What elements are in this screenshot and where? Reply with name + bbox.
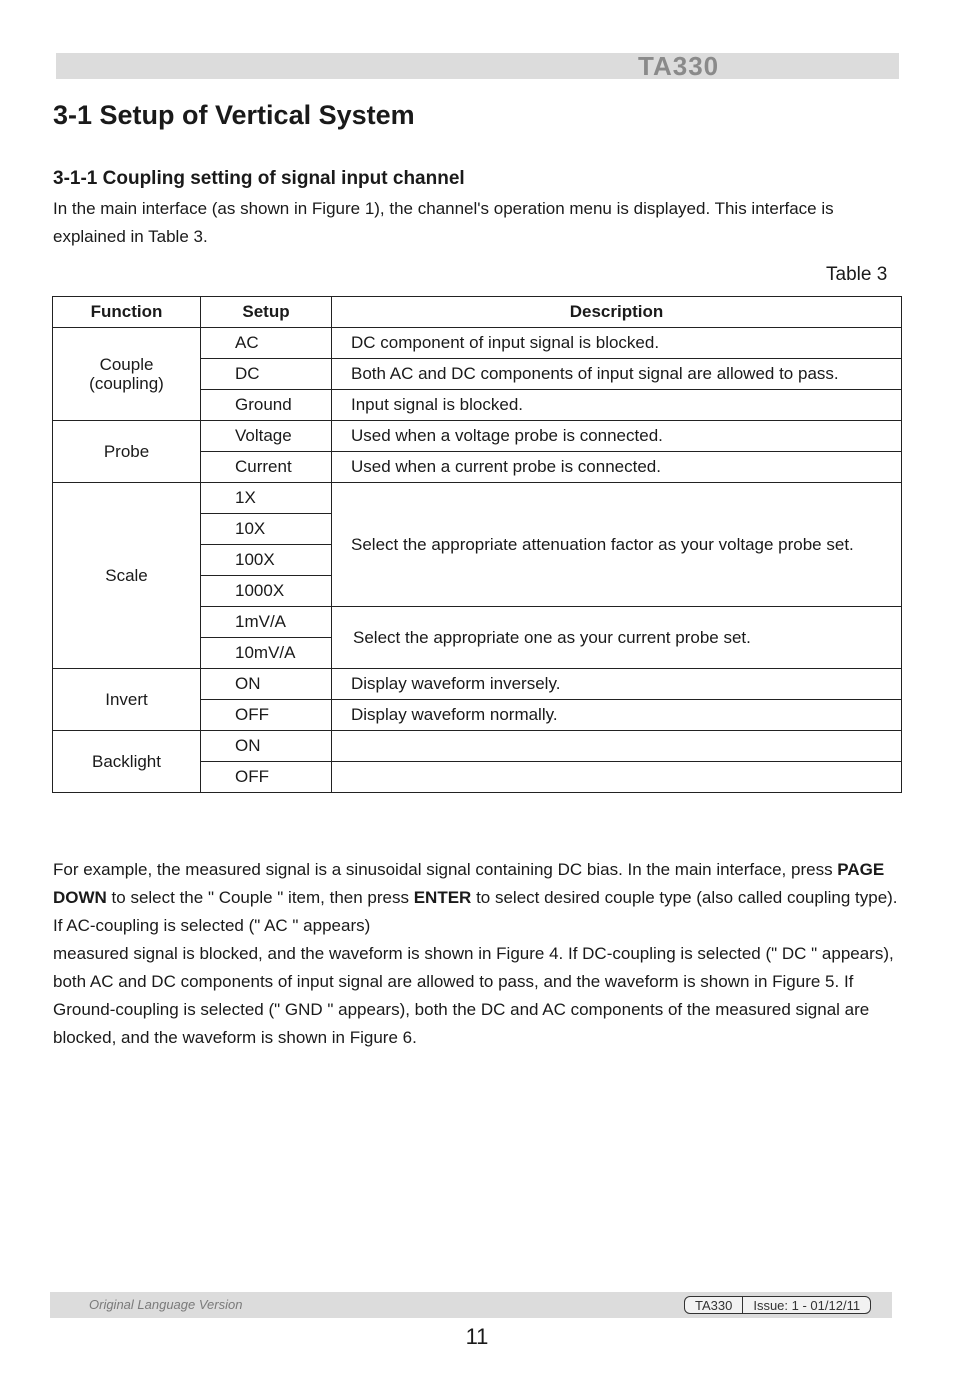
description-cell: Display waveform inversely. bbox=[332, 669, 902, 700]
body-text-part: to select desired couple type (also called coupling type). If AC-coupling is selected (" AC " appears) bbox=[53, 888, 898, 935]
setup-cell: 1X bbox=[201, 483, 332, 514]
subsection-title: 3-1-1 Coupling setting of signal input channel bbox=[53, 168, 465, 189]
footer-model: TA330 bbox=[695, 1297, 733, 1313]
setup-cell: 1mV/A bbox=[201, 607, 332, 638]
setup-cell: OFF bbox=[201, 762, 332, 793]
brand-logo: TA330 bbox=[638, 51, 720, 81]
table-caption: Table 3 bbox=[826, 264, 888, 285]
table-row bbox=[53, 731, 902, 762]
table-row bbox=[53, 483, 902, 514]
footer-language-note: Original Language Version bbox=[89, 1297, 243, 1312]
description-cell bbox=[332, 762, 902, 793]
description-cell: Display waveform normally. bbox=[332, 700, 902, 731]
description-cell: DC component of input signal is blocked. bbox=[332, 328, 902, 359]
setup-cell: 10X bbox=[201, 514, 332, 545]
setup-cell: Voltage bbox=[201, 421, 332, 452]
setup-cell: 1000X bbox=[201, 576, 332, 607]
function-scale: Scale bbox=[53, 483, 201, 669]
footer-badge bbox=[684, 1296, 871, 1314]
section-title: 3-1 Setup of Vertical System bbox=[53, 100, 415, 130]
setup-cell: Ground bbox=[201, 390, 332, 421]
description-cell bbox=[332, 731, 902, 762]
key-page-down: PAGE DOWN bbox=[53, 860, 885, 907]
key-enter: ENTER bbox=[413, 888, 472, 907]
description-cell: Input signal is blocked. bbox=[332, 390, 902, 421]
setup-cell: AC bbox=[201, 328, 332, 359]
header-description: Description bbox=[332, 297, 902, 328]
function-probe: Probe bbox=[53, 421, 201, 483]
setup-cell: OFF bbox=[201, 700, 332, 731]
table-header-row bbox=[53, 297, 902, 328]
description-cell: Used when a current probe is connected. bbox=[332, 452, 902, 483]
body-text-part: to select the " Couple " item, then press bbox=[106, 888, 414, 907]
page-number: 11 bbox=[465, 1324, 489, 1349]
function-invert: Invert bbox=[53, 669, 201, 731]
settings-table bbox=[52, 296, 902, 793]
table-row bbox=[53, 669, 902, 700]
body-text-part: measured signal is blocked, and the waveform is shown in Figure 4. If DC-coupling is selected (" DC " appears), both AC and DC components of input signal are allowed to pass, and the waveform is shown in Figure 5. If Ground-coupling is selected (" GND " appears), both the DC and AC components of the measured signal are blocked, and the waveform is shown in Figure 6. bbox=[53, 944, 894, 1047]
setup-cell: 10mV/A bbox=[201, 638, 332, 669]
header-setup: Setup bbox=[201, 297, 332, 328]
setup-cell: Current bbox=[201, 452, 332, 483]
description-cell: Select the appropriate one as your current probe set. bbox=[332, 607, 902, 669]
body-text bbox=[53, 856, 908, 1052]
setup-cell: ON bbox=[201, 669, 332, 700]
header-bar bbox=[56, 53, 899, 79]
footer-issue: Issue: 1 - 01/12/11 bbox=[753, 1297, 861, 1313]
header-function: Function bbox=[53, 297, 201, 328]
table-row bbox=[53, 328, 902, 359]
function-backlight: Backlight bbox=[53, 731, 201, 793]
setup-cell: 100X bbox=[201, 545, 332, 576]
table-row bbox=[53, 421, 902, 452]
function-couple bbox=[53, 328, 201, 421]
description-cell: Both AC and DC components of input signal are allowed to pass. bbox=[332, 359, 902, 390]
intro-paragraph: In the main interface (as shown in Figure 1), the channel's operation menu is displayed. This interface is explained in Table 3. bbox=[53, 199, 834, 246]
description-cell: Used when a voltage probe is connected. bbox=[332, 421, 902, 452]
setup-cell: DC bbox=[201, 359, 332, 390]
setup-cell: ON bbox=[201, 731, 332, 762]
description-cell: Select the appropriate attenuation factor as your voltage probe set. bbox=[332, 483, 902, 607]
body-text-part: For example, the measured signal is a sinusoidal signal containing DC bias. In the main interface, press bbox=[53, 860, 838, 879]
function-label: Couple (coupling) bbox=[89, 355, 164, 393]
